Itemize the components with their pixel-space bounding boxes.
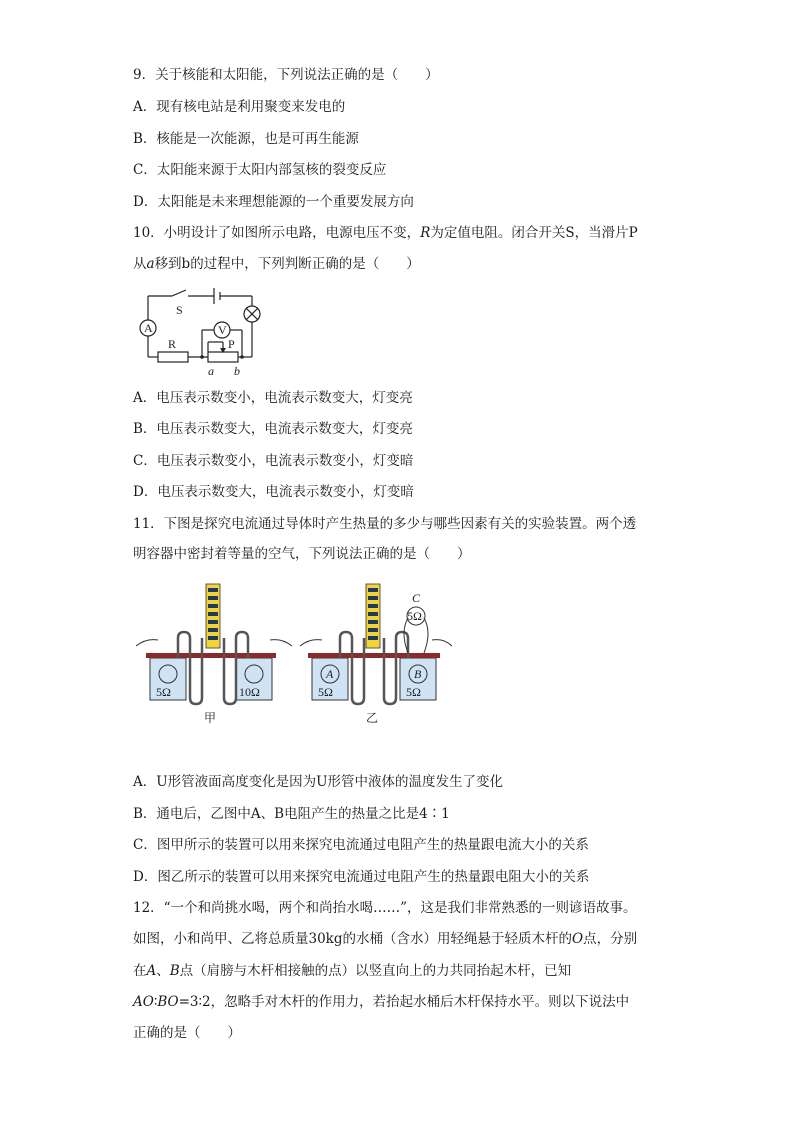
voltmeter-label: V [218, 323, 227, 337]
q12-stem-line2: 如图，小和尚甲、乙将总质量30kg的水桶（含水）用轻绳悬于轻质木杆的O点，分别 [133, 931, 638, 947]
yi-label-a: A [326, 667, 334, 681]
q11-stem-line2: 明容器中密封着等量的空气，下列说法正确的是（ ） [133, 546, 471, 562]
q9-option-b: B．核能是一次能源，也是可再生能源 [133, 131, 359, 147]
resistor-label: R [168, 337, 177, 351]
q11-option-b: B．通电后，乙图中A、B电阻产生的热量之比是4∶1 [133, 806, 450, 822]
q10-option-d: D．电压表示数变大，电流表示数变小，灯变暗 [133, 484, 414, 500]
figure-jia [136, 584, 292, 725]
yi-external-resistance: 5Ω [407, 609, 422, 623]
q11-apparatus-figure [132, 578, 452, 728]
q10-stem-line1: 10．小明设计了如图所示电路，电源电压不变，R为定值电阻。闭合开关S，当滑片P [133, 225, 638, 241]
q12-stem-line3: 在A、B点（肩膀与木杆相接触的点）以竖直向上的力共同抬起木杆，已知 [133, 963, 572, 979]
q10-circuit-diagram [130, 282, 270, 382]
q12-stem-line1: 12．“一个和尚挑水喝，两个和尚抬水喝……”，这是我们非常熟悉的一则谚语故事。 [133, 900, 637, 916]
q10-option-a: A．电压表示数变小，电流表示数变大，灯变亮 [133, 390, 413, 406]
q9-option-a: A．现有核电站是利用聚变来发电的 [133, 99, 346, 115]
q11-option-d: D．图乙所示的装置可以用来探究电流通过电阻产生的热量跟电阻大小的关系 [133, 869, 590, 885]
q10-stem-line2: 从a移到b的过程中，下列判断正确的是（ ） [133, 256, 420, 272]
q9-stem: 9．关于核能和太阳能，下列说法正确的是（ ） [133, 67, 439, 83]
yi-caption: 乙 [366, 711, 379, 725]
figure-yi [300, 584, 452, 725]
q10-option-c: C．电压表示数变小，电流表示数变小，灯变暗 [133, 453, 414, 469]
q11-option-a: A．U形管液面高度变化是因为U形管中液体的温度发生了变化 [133, 774, 504, 790]
yi-label-c: C [412, 591, 421, 605]
switch-label: S [176, 303, 183, 317]
yi-left-resistance: 5Ω [318, 685, 333, 699]
slider-label: P [228, 337, 235, 351]
yi-label-b: B [414, 667, 422, 681]
jia-left-resistance: 5Ω [156, 685, 171, 699]
q9-option-d: D．太阳能是未来理想能源的一个重要发展方向 [133, 194, 414, 210]
q12-stem-line5: 正确的是（ ） [133, 1025, 241, 1041]
ammeter-label: A [144, 321, 153, 335]
jia-caption: 甲 [204, 711, 217, 725]
rheostat-end-b: b [234, 364, 240, 378]
q12-stem-line4: AO∶BO=3∶2，忽略手对木杆的作用力，若抬起水桶后木杆保持水平。则以下说法中 [133, 994, 630, 1010]
rheostat-end-a: a [208, 364, 214, 378]
q10-option-b: B．电压表示数变大，电流表示数变大，灯变亮 [133, 421, 413, 437]
q11-stem-line1: 11．下图是探究电流通过导体时产生热量的多少与哪些因素有关的实验装置。两个透 [133, 516, 637, 532]
q11-option-c: C．图甲所示的装置可以用来探究电流通过电阻产生的热量跟电流大小的关系 [133, 837, 589, 853]
yi-right-resistance: 5Ω [406, 685, 421, 699]
jia-right-resistance: 10Ω [239, 685, 260, 699]
q9-option-c: C．太阳能来源于太阳内部氢核的裂变反应 [133, 162, 387, 178]
